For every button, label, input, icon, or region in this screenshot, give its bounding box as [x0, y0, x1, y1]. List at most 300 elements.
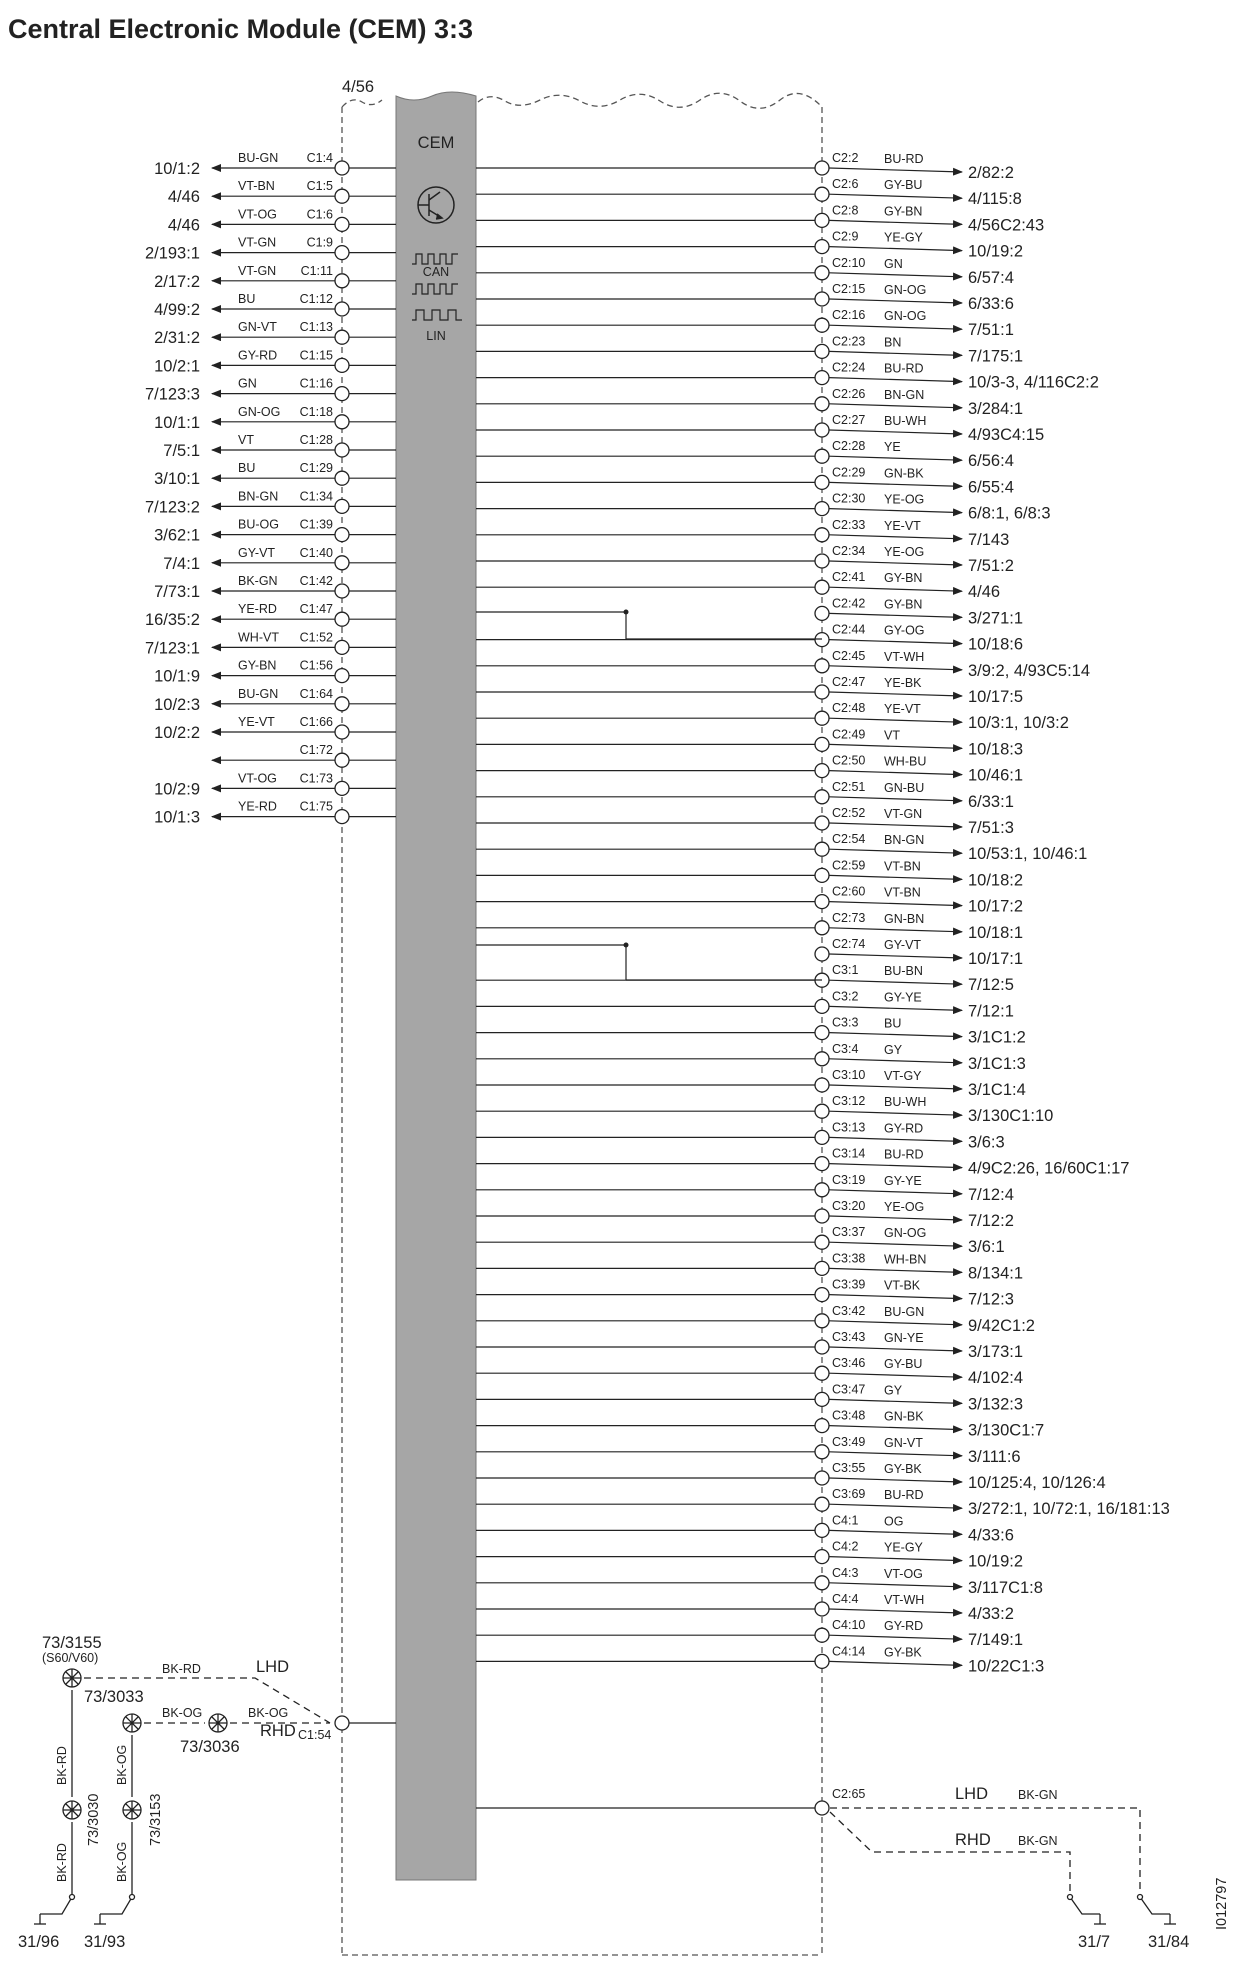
wire-arrow [829, 1295, 962, 1299]
pin-label: C2:6 [832, 177, 859, 192]
destination-label: 16/35:2 [144, 611, 200, 630]
destination-label: 10/46:1 [968, 766, 1024, 785]
connector-pin [335, 556, 349, 570]
wire-arrow [829, 1557, 962, 1561]
pin-label: C2:54 [832, 832, 866, 847]
destination-label: 4/46 [167, 216, 200, 235]
ground-b-label: 31/93 [84, 1933, 126, 1951]
pin-label: C3:13 [832, 1120, 866, 1135]
destination-label: 7/51:1 [968, 321, 1014, 340]
ground-right-a-label: 31/7 [1078, 1933, 1111, 1951]
can-label: CAN [422, 265, 450, 279]
pin-label: C1:66 [299, 715, 333, 729]
right-connection-row [476, 544, 1014, 575]
connector-pin [335, 810, 349, 824]
right-connection-row [476, 1199, 1014, 1230]
pin-label: C2:16 [832, 308, 866, 323]
connector-pin [815, 554, 829, 568]
destination-label: 7/149:1 [968, 1631, 1024, 1650]
right-connection-row [476, 492, 1051, 523]
pin-label: C4:14 [832, 1644, 866, 1659]
connector-pin [815, 737, 829, 751]
connector-pin [815, 1078, 829, 1092]
destination-label: 10/2:1 [154, 357, 200, 376]
right-connection-row [476, 1251, 1023, 1282]
right-connection-row [476, 1330, 1023, 1361]
destination-label: 9/42C1:2 [968, 1316, 1035, 1335]
right-connection-row [476, 1435, 1021, 1466]
pin-label: C4:2 [832, 1539, 859, 1554]
destination-label: 7/12:2 [968, 1212, 1014, 1230]
wire-color-label: VT-WH [884, 1593, 925, 1607]
right-connection-row [476, 675, 1023, 706]
wire-color-label: VT-OG [884, 1566, 923, 1581]
cem-label: CEM [417, 134, 455, 152]
destination-label: 7/123:3 [144, 385, 200, 404]
pin-label: C2:33 [832, 517, 866, 532]
wire-color-label: WH-BU [884, 754, 927, 769]
wire-color-label: BU-RD [884, 152, 924, 166]
destination-label: 10/17:5 [968, 688, 1024, 706]
wire-arrow [829, 640, 962, 644]
wire-color-label: WH-VT [238, 630, 279, 645]
pin-label: C1:28 [299, 433, 333, 447]
wire-color-label: GY-BU [884, 178, 923, 193]
connector-pin [815, 371, 829, 385]
connector-pin [815, 580, 829, 594]
right-ground-circuit [476, 1808, 1176, 1924]
connector-pin [335, 217, 349, 231]
destination-label: 10/18:2 [968, 871, 1024, 890]
wire-color-label: WH-BN [884, 1252, 927, 1267]
right-connection-row [476, 1644, 1044, 1675]
wire-color-label: GY [884, 1383, 903, 1398]
destination-label: 10/18:6 [968, 635, 1024, 654]
pin-label: C3:10 [832, 1068, 866, 1082]
pin-label: C2:8 [832, 203, 859, 218]
pin-label: C3:39 [832, 1277, 866, 1292]
wire-color-label: BU [238, 292, 256, 306]
wire-color-label: BN [884, 335, 902, 350]
wire-color-label: GY-BK [884, 1462, 922, 1476]
wire-arrow [829, 273, 962, 277]
wire-color-label: GY-BN [884, 204, 923, 219]
pin-label: C1:29 [299, 461, 333, 476]
junction-dot [624, 610, 629, 615]
left-connection-row [145, 489, 396, 516]
destination-label: 10/17:1 [968, 950, 1024, 968]
pin-label: C1:64 [299, 686, 333, 701]
pin-label: C1:18 [299, 404, 333, 419]
right-connection-row [476, 1120, 1005, 1151]
destination-label: 4/9C2:26, 16/60C1:17 [968, 1159, 1130, 1178]
pin-label: C4:1 [832, 1513, 859, 1528]
right-connection-row [476, 1382, 1023, 1413]
ground-left-wire-a: BK-RD [162, 1662, 201, 1676]
wire-arrow [829, 875, 962, 879]
right-connection-row [476, 1566, 1043, 1597]
pin-label: C2:28 [832, 439, 866, 454]
wire-color-label: BU-WH [884, 1095, 927, 1110]
ground-left-rhd: RHD [260, 1722, 296, 1740]
ground-right-pin: C2:65 [832, 1787, 866, 1801]
wire-arrow [829, 535, 962, 539]
right-connection-row [476, 518, 1009, 549]
connector-pin [815, 1392, 829, 1406]
destination-label: 7/143 [968, 530, 1010, 549]
connector-pin [335, 753, 349, 767]
ground-right-b-label: 31/84 [1148, 1933, 1190, 1951]
wire-arrow [829, 561, 962, 565]
connector-pin [815, 1130, 829, 1144]
destination-label: 10/2:9 [154, 780, 200, 799]
wire-arrow [829, 1059, 962, 1063]
left-connection-row [154, 348, 396, 375]
wire-color-label: VT-BN [884, 885, 921, 900]
wire-color-label: VT-GN [238, 263, 277, 278]
wire-arrow [829, 666, 962, 670]
connector-pin [815, 1340, 829, 1354]
destination-label: 10/22C1:3 [968, 1657, 1045, 1676]
pin-label: C2:2 [832, 151, 859, 165]
wire-color-label: YE-VT [884, 518, 921, 533]
destination-label: 7/123:1 [144, 639, 200, 658]
right-connection-row [476, 1147, 1129, 1178]
wire-color-label: BU [884, 1016, 902, 1031]
destination-label: 4/93C4:15 [968, 426, 1045, 444]
connector-pin [815, 1445, 829, 1459]
lin-label: LIN [426, 329, 446, 343]
connector-pin [815, 868, 829, 882]
wire-color-label: GY-BN [884, 597, 923, 612]
pin-label: C2:27 [832, 413, 866, 427]
destination-label: 10/1:1 [154, 413, 200, 432]
wire-color-label: GY [884, 1042, 903, 1057]
left-connector-rows [145, 151, 396, 827]
wire-color-label: BU-RD [884, 1147, 924, 1162]
destination-label: 10/2:2 [154, 724, 200, 742]
connector-pin [335, 330, 349, 344]
connector-pin [335, 697, 349, 711]
wire-arrow [829, 849, 962, 853]
wire-arrow [829, 1216, 962, 1220]
wire-arrow [829, 797, 962, 801]
left-connection-row [154, 800, 396, 827]
wire-arrow [829, 1635, 962, 1639]
pin-label: C3:46 [832, 1356, 866, 1371]
wire-arrow [829, 1504, 962, 1508]
pin-label: C2:34 [832, 544, 866, 558]
destination-label: 4/33:2 [968, 1605, 1014, 1623]
connector-pin [815, 161, 829, 175]
connector-pin [815, 1471, 829, 1485]
destination-label: 4/99:2 [154, 301, 200, 319]
right-connection-row [476, 308, 1014, 339]
pin-label: C2:44 [832, 622, 866, 637]
connector-pin [815, 764, 829, 778]
pin-label: C2:24 [832, 360, 866, 375]
pin-label: C3:38 [832, 1251, 866, 1266]
pin-label: C2:50 [832, 753, 866, 768]
pin-label: C1:56 [299, 658, 333, 673]
ground-left-lhd: LHD [256, 1658, 290, 1676]
right-connection-row [476, 1356, 1023, 1387]
connector-pin [815, 266, 829, 280]
wire-arrow [829, 1530, 962, 1534]
pin-label: C3:12 [832, 1094, 866, 1109]
pin-label: C3:47 [832, 1382, 866, 1397]
wire-arrow [829, 1399, 962, 1403]
pin-label: C2:42 [832, 596, 866, 611]
wire-color-label: GY-BN [238, 658, 277, 673]
vert-b-upper: BK-OG [115, 1744, 129, 1785]
wire-color-label: GN [884, 256, 903, 271]
wire-arrow [829, 482, 962, 486]
wire-color-label: BU [238, 461, 256, 476]
right-connection-row [476, 413, 1044, 444]
destination-label: 3/130C1:10 [968, 1107, 1054, 1126]
connector-pin [335, 443, 349, 457]
destination-label: 7/12:5 [968, 976, 1014, 995]
wire-color-label: VT-GY [884, 1069, 922, 1083]
connector-pin [815, 1288, 829, 1302]
connector-pin [815, 318, 829, 332]
wire-color-label: GY-RD [884, 1619, 924, 1634]
wire-color-label: GN-BN [884, 911, 925, 926]
right-connection-row [476, 623, 1023, 654]
pin-label: C2:59 [832, 858, 866, 873]
wire-color-label: BN-GN [884, 833, 925, 848]
wire-color-label: VT-BN [238, 179, 275, 194]
wire-color-label: GN [238, 376, 257, 391]
pin-label: C3:3 [832, 1015, 859, 1030]
right-connection-row [476, 780, 1014, 811]
wire-color-label: YE-GY [884, 1540, 923, 1555]
connector-pin [335, 387, 349, 401]
wire-color-label: GN-OG [884, 309, 927, 324]
pin-label: C3:1 [832, 963, 859, 978]
connector-pin [335, 499, 349, 513]
pin-label: C2:48 [832, 701, 866, 716]
pin-label: C4:10 [832, 1618, 866, 1633]
wire-arrow [829, 1190, 962, 1194]
destination-label: 10/19:2 [968, 242, 1024, 261]
pin-label: C3:4 [832, 1041, 859, 1056]
right-connection-row [476, 151, 1014, 182]
vert-b-lower: BK-OG [115, 1841, 129, 1882]
wire-color-label: YE-OG [884, 492, 925, 507]
connector-pin [815, 1052, 829, 1066]
right-connection-row [476, 1042, 1026, 1073]
connector-pin [335, 528, 349, 542]
wire-arrow [829, 928, 962, 932]
wire-arrow [829, 404, 962, 408]
destination-label: 3/1C1:2 [968, 1028, 1026, 1047]
left-connection-row [154, 151, 396, 178]
wire-color-label: GY-RD [238, 348, 278, 363]
destination-label: 6/33:1 [968, 792, 1014, 811]
cem-module-body [396, 92, 476, 1880]
wire-color-label: VT-BK [884, 1278, 921, 1293]
wire-color-label: YE-RD [238, 799, 277, 814]
wire-color-label: GY-BU [884, 1357, 923, 1372]
connector-pin [815, 1523, 829, 1537]
wire-color-label: GN-OG [884, 283, 927, 297]
left-connection-row [154, 771, 396, 798]
pin-label: C3:2 [832, 989, 859, 1004]
connector-pin [815, 895, 829, 909]
junction-dot [624, 943, 629, 948]
destination-label: 3/272:1, 10/72:1, 16/181:13 [968, 1500, 1170, 1519]
right-connection-row [476, 989, 1014, 1020]
pin-label: C2:73 [832, 910, 866, 925]
destination-label: 10/19:2 [968, 1552, 1024, 1571]
wire-color-label: BU-BN [884, 964, 923, 979]
pin-label: C2:47 [832, 675, 866, 689]
wire-arrow [829, 325, 962, 329]
pin-label: C2:52 [832, 806, 866, 820]
wire-arrow [829, 1347, 962, 1351]
destination-label: 3/1C1:3 [968, 1054, 1026, 1073]
right-connection-row [476, 465, 1014, 496]
left-connection-row [154, 715, 396, 742]
connector-pin [815, 1026, 829, 1040]
splice-c-label: 73/3036 [180, 1738, 240, 1756]
ground-a-label: 31/96 [18, 1933, 60, 1951]
connector-pin [335, 471, 349, 485]
left-connection-row [154, 292, 396, 319]
wire-color-label: YE-OG [884, 545, 925, 559]
destination-label: 3/6:3 [968, 1133, 1005, 1152]
pin-label: C3:43 [832, 1330, 866, 1344]
destination-label: 3/117C1:8 [968, 1578, 1043, 1597]
wire-color-label: GY-VT [238, 545, 276, 560]
pin-label: C1:40 [299, 545, 333, 560]
pin-label: C2:26 [832, 386, 866, 401]
wire-color-label: YE-RD [238, 602, 277, 617]
destination-label: 6/55:4 [968, 478, 1014, 497]
wire-arrow [829, 718, 962, 722]
destination-label: 3/271:1 [968, 609, 1024, 628]
connector-pin [335, 584, 349, 598]
wire-arrow [829, 1111, 962, 1115]
wire-arrow [829, 430, 962, 434]
destination-label: 10/2:3 [154, 695, 200, 714]
destination-label: 3/173:1 [968, 1343, 1024, 1361]
right-connection-row [476, 727, 1023, 758]
wire-color-label: VT-BN [884, 859, 921, 874]
wire-color-label: YE-BK [884, 676, 922, 690]
wire-arrow [829, 1661, 962, 1665]
destination-label: 7/12:4 [968, 1185, 1014, 1204]
pin-label: C3:14 [832, 1146, 866, 1161]
destination-label: 4/46 [167, 188, 200, 207]
wire-arrow [829, 247, 962, 251]
connector-pin [815, 502, 829, 516]
right-connection-row [476, 1094, 1053, 1125]
wire-arrow [829, 1478, 962, 1482]
page-title: Central Electronic Module (CEM) 3:3 [8, 14, 474, 44]
wire-color-label: GY-RD [884, 1121, 924, 1136]
pin-label: C2:29 [832, 465, 866, 480]
connector-pin [815, 947, 829, 961]
splice-a-label: 73/3155 [42, 1634, 102, 1652]
left-connection-row [163, 546, 396, 573]
pin-label: C3:20 [832, 1199, 866, 1213]
right-connection-row [476, 1173, 1014, 1204]
right-connection-row [476, 282, 1014, 313]
pin-label: C1:13 [299, 320, 333, 335]
connector-pin [815, 1104, 829, 1118]
right-connection-row [476, 806, 1014, 837]
pin-label: C2:60 [832, 884, 866, 899]
pin-label: C1:9 [306, 235, 333, 250]
connector-pin [815, 711, 829, 725]
pin-label: C3:69 [832, 1487, 866, 1502]
splice-a-note: (S60/V60) [42, 1651, 99, 1665]
pin-label: C2:15 [832, 282, 866, 296]
wire-color-label: BU-WH [884, 414, 927, 428]
destination-label: 3/132:3 [968, 1395, 1024, 1414]
destination-label: 10/3:1, 10/3:2 [968, 714, 1069, 733]
wire-color-label: VT [238, 433, 254, 447]
destination-label: 7/123:2 [144, 498, 200, 517]
destination-label: 7/51:2 [968, 557, 1014, 575]
connector-pin [815, 685, 829, 699]
destination-label: 10/1:9 [154, 667, 200, 686]
wire-color-label: GY-BK [884, 1645, 922, 1660]
connector-pin [815, 842, 829, 856]
connector-pin [815, 1801, 829, 1815]
connector-pin [335, 640, 349, 654]
figure-id: I012797 [1214, 1877, 1230, 1930]
pin-label: C1:5 [306, 179, 333, 194]
left-connection-row [154, 405, 396, 432]
pin-label: C2:41 [832, 570, 866, 585]
wire-arrow [829, 456, 962, 460]
pin-label: C1:12 [299, 292, 333, 306]
connector-pin [815, 344, 829, 358]
connector-pin [335, 358, 349, 372]
connector-pin [335, 302, 349, 316]
connector-pin [815, 1261, 829, 1275]
splice-b-label: 73/3033 [84, 1688, 144, 1706]
pin-label: C1:52 [299, 630, 333, 645]
wire-color-label: YE-GY [884, 230, 923, 245]
ground-right-rhd-color: BK-GN [1018, 1834, 1058, 1848]
right-connection-row [476, 1016, 1026, 1047]
connector-pin [335, 669, 349, 683]
connector-pin [815, 475, 829, 489]
wire-color-label: BU-RD [884, 361, 924, 376]
connector-pin [815, 187, 829, 201]
wire-color-label: YE-VT [884, 702, 921, 717]
left-connection-row [154, 687, 396, 714]
pin-label: C2:9 [832, 229, 859, 244]
splice-e-label: 73/3153 [148, 1793, 164, 1846]
right-connection-row [476, 203, 1044, 234]
right-connection-row [476, 1513, 1014, 1544]
left-connection-row [212, 743, 396, 767]
left-connection-row [154, 320, 396, 347]
destination-label: 10/18:3 [968, 740, 1024, 759]
connector-pin [335, 246, 349, 260]
wire-color-label: VT-GN [238, 235, 277, 250]
connector-pin [815, 1209, 829, 1223]
destination-label: 6/33:6 [968, 295, 1014, 313]
pin-label: C2:49 [832, 727, 866, 742]
destination-label: 4/33:6 [968, 1526, 1014, 1545]
